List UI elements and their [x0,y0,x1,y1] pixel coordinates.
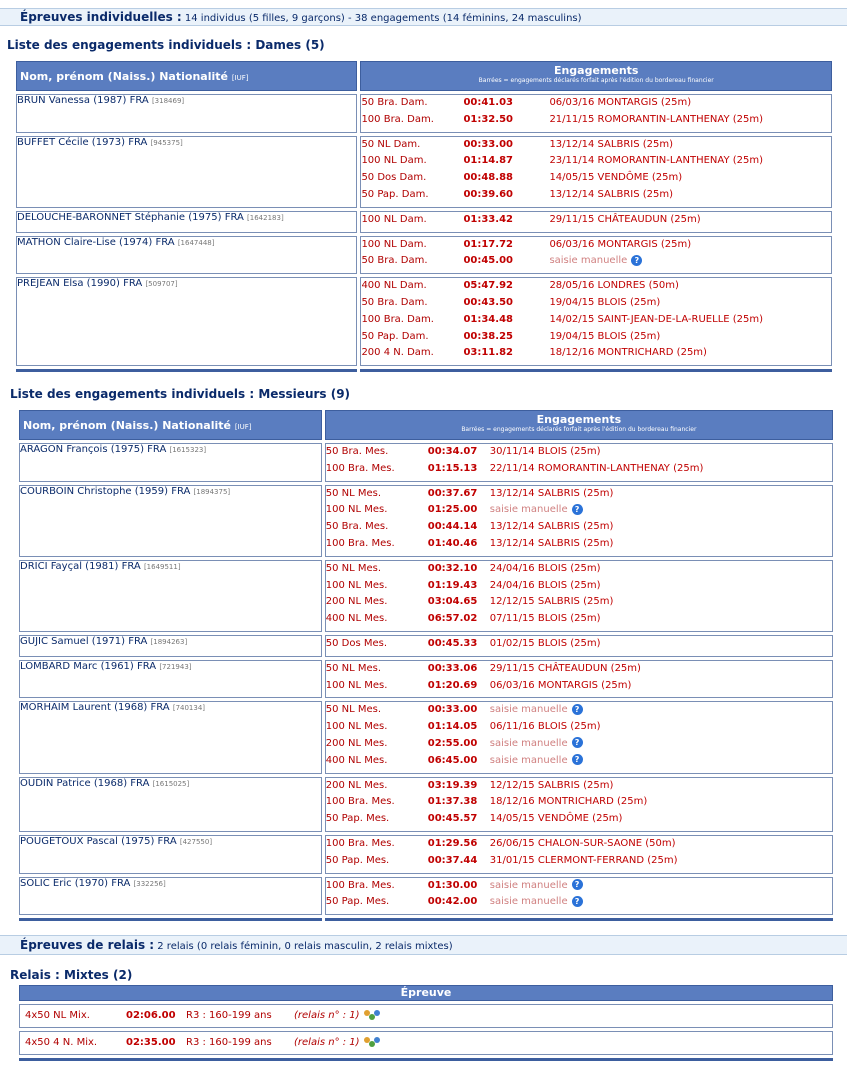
engagement-event: 100 NL Dam. [361,155,427,167]
engagement-time: 01:37.38 [427,796,478,808]
engagement-performance: 19/04/15 BLOIS (25m) [549,330,661,342]
relay-time: 02:06.00 [126,1010,176,1021]
engagement-performance: 23/11/14 ROMORANTIN-LANTHENAY (25m) [549,155,764,167]
engagement-row [326,486,832,503]
swimmer-row [19,443,833,482]
dames-col-eng-header [360,61,832,91]
engagement-event: 50 Pap. Dam. [361,330,429,342]
engagement-event: 50 Dos Mes. [325,637,388,649]
swimmer-row [16,236,832,275]
engagement-row [361,112,831,129]
engagement-performance: 12/12/15 SALBRIS (25m) [489,779,614,791]
swimmer-name: DELOUCHE-BARONNET Stéphanie (1975) FRA [17,211,244,223]
engagement-row [326,678,832,695]
swimmer-iuf: [1894263] [150,637,188,646]
engagement-performance: 13/12/14 SALBRIS (25m) [489,487,614,499]
swimmer-events-cell [360,236,832,275]
relay-team-icon[interactable] [364,1009,380,1021]
swimmer-name-cell [16,236,357,275]
engagement-row [326,461,832,478]
engagement-time: 01:40.46 [427,537,478,549]
table-bottom-bar [19,918,833,921]
swimmer-iuf: [740134] [172,704,206,713]
swimmer-events-cell [325,835,833,874]
swimmer-name: POUGETOUX Pascal (1975) FRA [20,835,177,847]
swimmer-name: SOLIC Eric (1970) FRA [20,877,131,889]
engagement-performance: 06/03/16 MONTARGIS (25m) [549,97,692,108]
engagement-event: 400 NL Dam. [361,280,427,292]
engagement-time: 00:34.07 [427,446,478,457]
engagement-event: 50 Pap. Dam. [361,188,429,200]
engagement-time: 01:25.00 [427,504,478,516]
engagement-performance: 18/12/16 MONTRICHARD (25m) [489,796,648,808]
engagement-performance: 14/05/15 VENDÔME (25m) [549,172,683,184]
table-bottom-bar-left [19,918,322,921]
swimmer-iuf: [427550] [179,837,213,846]
engagement-row [361,237,831,254]
table-bottom-bar-right [360,369,832,372]
swimmer-name-cell [19,777,322,832]
swimmer-events-cell [360,277,832,366]
engagement-row [361,170,831,187]
engagement-event: 50 NL Mes. [325,662,382,674]
manual-entry-label: saisie manuelle [489,879,568,891]
swimmer-events-cell [360,94,832,133]
engagement-time: 01:17.72 [463,238,513,250]
engagement-event: 200 NL Mes. [325,737,388,749]
swimmer-row [19,835,833,874]
engagement-row [326,853,832,870]
engagement-event: 100 Bra. Dam. [361,313,434,325]
dames-col-eng-label: Engagements [553,64,639,77]
swimmer-name-cell [19,485,322,557]
engagement-time: 00:39.60 [463,188,513,200]
engagement-time: 01:14.05 [427,721,478,733]
relay-cell [19,1031,833,1055]
engagement-event: 100 Bra. Mes. [325,537,395,549]
engagement-event: 100 Bra. Mes. [325,462,395,474]
help-icon[interactable]: ? [572,879,583,890]
swimmer-events-cell [325,560,833,632]
engagement-event: 100 Bra. Dam. [361,113,434,125]
engagement-time: 00:44.14 [427,521,478,533]
dames-table [13,58,835,375]
engagement-event: 200 NL Mes. [325,779,388,791]
engagement-row [361,187,831,204]
engagement-time: 00:37.67 [427,487,478,499]
engagement-performance: 07/11/15 BLOIS (25m) [489,613,601,625]
swimmer-row [19,660,833,699]
engagement-performance: 13/12/14 SALBRIS (25m) [549,138,674,150]
engagement-performance: 01/02/15 BLOIS (25m) [489,637,601,649]
engagement-performance: 26/06/15 CHALON-SUR-SAONE (50m) [489,837,676,849]
engagement-event: 50 NL Mes. [325,487,382,499]
engagement-row [326,753,832,770]
relay-event: 4x50 NL Mix. [25,1010,90,1021]
relais-table [16,982,836,1064]
engagement-time: 01:14.87 [463,155,513,167]
engagement-time: 03:04.65 [427,596,478,608]
swimmer-name-cell [19,835,322,874]
engagement-row [326,636,832,653]
relay-row [19,1004,833,1028]
engagement-time: 00:43.50 [463,296,513,308]
engagement-event: 50 NL Mes. [325,562,382,574]
swimmer-row [16,211,832,233]
engagement-performance: 29/11/15 CHÂTEAUDUN (25m) [549,213,701,225]
engagement-event: 100 NL Mes. [325,679,388,691]
swimmer-iuf: [1615025] [152,779,190,788]
swimmer-events-cell [360,136,832,208]
engagement-row [361,312,831,329]
engagement-time: 01:34.48 [463,313,513,325]
swimmer-name: ARAGON François (1975) FRA [20,444,167,455]
swimmer-row [19,635,833,657]
engagement-event: 100 Bra. Mes. [325,796,395,808]
engagement-row [361,153,831,170]
engagement-row [361,253,831,270]
table-bottom-bar [16,369,832,372]
relay-row [19,1031,833,1055]
swimmer-name: BUFFET Cécile (1973) FRA [17,136,148,148]
engagement-event: 50 Bra. Mes. [325,446,389,457]
swimmer-name-cell [16,94,357,133]
help-icon[interactable]: ? [631,255,642,266]
swimmer-iuf: [721943] [159,662,192,671]
swimmer-name-cell [16,277,357,366]
engagement-time: 00:32.10 [427,562,478,574]
engagement-time: 00:48.88 [463,172,513,184]
engagement-performance: 18/12/16 MONTRICHARD (25m) [549,347,707,359]
engagement-time: 00:38.25 [463,330,513,342]
swimmer-row [16,136,832,208]
engagement-event: 200 4 N. Dam. [361,347,434,359]
engagement-time: 01:19.43 [427,579,478,591]
swimmer-name: COURBOIN Christophe (1959) FRA [20,485,191,497]
engagement-row [326,836,832,853]
help-icon[interactable]: ? [572,504,583,515]
dames-col-eng-note: Barrées = engagements déclarés forfait après l'édition du bordereau financier [478,77,714,84]
help-icon[interactable]: ? [572,754,583,765]
relay-time: 02:35.00 [126,1037,176,1048]
swimmer-row [19,877,833,916]
engagement-time: 06:45.00 [427,754,478,766]
swimmer-iuf: [1649511] [143,562,181,571]
swimmer-name: OUDIN Patrice (1968) FRA [20,777,150,789]
swimmer-events-cell [325,660,833,699]
help-icon[interactable]: ? [572,737,583,748]
relay-number: (relais n° : 1) [294,1010,360,1021]
engagement-performance: 06/03/16 MONTARGIS (25m) [489,679,632,691]
messieurs-col-name-header [19,410,322,440]
messieurs-col-name-label: Nom, prénom (Naiss.) Nationalité [23,419,231,432]
dames-col-name-label: Nom, prénom (Naiss.) Nationalité [20,70,228,83]
swimmer-name-cell [16,211,357,233]
individual-events-summary: 14 individus (5 filles, 9 garçons) - 38 engagements (14 féminins, 24 masculins) [184,13,582,24]
manual-entry-label: saisie manuelle [489,896,568,908]
swimmer-name: MORHAIM Laurent (1968) FRA [20,702,170,714]
engagement-time: 01:33.42 [463,213,513,225]
messieurs-heading: Liste des engagements individuels : Messieurs (9) [10,387,351,401]
engagement-row [326,661,832,678]
engagement-row [326,594,832,611]
engagement-time: 00:33.00 [463,138,513,150]
engagement-performance: 13/12/14 SALBRIS (25m) [549,188,674,200]
engagement-event: 100 Bra. Mes. [325,837,395,849]
engagement-row [326,736,832,753]
engagement-time: 00:45.33 [427,637,478,649]
swimmer-row [19,701,833,773]
engagement-event: 50 Dos Dam. [361,172,427,184]
relay-events-title: Épreuves de relais : [20,938,155,952]
engagement-row [326,536,832,553]
relay-team-icon-dot [374,1037,380,1043]
swimmer-name: MATHON Claire-Lise (1974) FRA [17,236,175,248]
engagement-time: 00:33.06 [427,662,478,674]
swimmer-events-cell [325,701,833,773]
swimmer-name: GUJIC Samuel (1971) FRA [20,635,148,647]
engagement-performance: 14/02/15 SAINT-JEAN-DE-LA-RUELLE (25m) [549,313,764,325]
engagement-event: 50 Bra. Dam. [361,296,428,308]
engagement-row [326,502,832,519]
manual-entry-label: saisie manuelle [489,737,568,749]
dames-col-name-header [16,61,357,91]
engagement-performance: 28/05/16 LONDRES (50m) [549,280,679,292]
engagement-row [326,811,832,828]
dames-heading: Liste des engagements individuels : Dames (5) [7,38,325,52]
swimmer-name-cell [19,560,322,632]
engagement-event: 100 NL Dam. [361,238,427,250]
engagement-row [361,137,831,154]
swimmer-row [16,277,832,366]
relay-bottom-bar-cell [19,1058,833,1061]
swimmer-events-cell [325,877,833,916]
engagement-time: 00:45.57 [427,813,478,825]
engagement-row [326,778,832,795]
manual-entry-label: saisie manuelle [489,504,568,516]
swimmer-events-cell [360,211,832,233]
engagement-time: 03:11.82 [463,347,513,359]
engagement-performance: 13/12/14 SALBRIS (25m) [489,537,614,549]
swimmer-iuf: [1894375] [193,487,231,496]
engagement-performance: 12/12/15 SALBRIS (25m) [489,596,614,608]
engagement-row [326,444,832,461]
swimmer-name-cell [16,136,357,208]
messieurs-table [16,407,836,924]
engagement-performance: 29/11/15 CHÂTEAUDUN (25m) [489,662,641,674]
engagement-time: 06:57.02 [427,613,478,625]
engagement-row [326,794,832,811]
engagement-event: 50 Bra. Dam. [361,97,428,108]
engagement-event: 50 Bra. Dam. [361,255,428,267]
engagement-row [326,878,832,895]
relay-events-band [0,935,847,955]
engagement-row [326,578,832,595]
swimmer-name-cell [19,701,322,773]
relay-events-summary: 2 relais (0 relais féminin, 0 relais masculin, 2 relais mixtes) [157,941,453,952]
engagement-event: 400 NL Mes. [325,613,388,625]
swimmer-name-cell [19,635,322,657]
help-icon[interactable]: ? [572,704,583,715]
engagement-event: 100 Bra. Mes. [325,879,395,891]
swimmer-events-cell [325,635,833,657]
swimmer-name-cell [19,443,322,482]
engagement-time: 02:55.00 [427,737,478,749]
engagement-row [326,519,832,536]
table-bottom-bar-right [325,918,833,921]
individual-events-band [0,8,847,26]
relay-bottom-bar [19,1058,833,1061]
swimmer-iuf: [318469] [151,97,185,105]
swimmer-row [19,777,833,832]
engagement-time: 01:30.00 [427,879,478,891]
dames-col-iuf-label: [IUF] [231,74,249,82]
engagement-row [361,295,831,312]
engagement-performance: 06/03/16 MONTARGIS (25m) [549,238,692,250]
manual-entry-label: saisie manuelle [489,704,568,716]
engagement-row [361,329,831,346]
relais-col-header: Épreuve [19,985,833,1001]
swimmer-events-cell [325,443,833,482]
swimmer-events-cell [325,777,833,832]
swimmer-row [16,94,832,133]
swimmer-name: BRUN Vanessa (1987) FRA [17,95,149,106]
swimmer-row [19,485,833,557]
engagement-event: 50 Pap. Mes. [325,813,390,825]
engagement-time: 01:32.50 [463,113,513,125]
engagement-row [326,702,832,719]
engagement-row [361,278,831,295]
relay-event: 4x50 4 N. Mix. [25,1037,98,1048]
engagement-performance: 14/05/15 VENDÔME (25m) [489,813,623,825]
swimmer-row [19,560,833,632]
engagement-row [361,345,831,362]
swimmer-name-cell [19,660,322,699]
engagement-time: 01:29.56 [427,837,478,849]
messieurs-col-eng-note: Barrées = engagements déclarés forfait après l'édition du bordereau financier [461,426,697,433]
manual-entry-label: saisie manuelle [489,754,568,766]
engagement-time: 03:19.39 [427,779,478,791]
engagement-event: 400 NL Mes. [325,754,388,766]
relay-team-icon-dot [374,1010,380,1016]
engagement-row [326,894,832,911]
relay-team-icon[interactable] [364,1036,380,1048]
engagement-time: 00:33.00 [427,704,478,716]
engagement-performance: 24/04/16 BLOIS (25m) [489,579,601,591]
relay-cell [19,1004,833,1028]
engagement-event: 100 NL Mes. [325,721,388,733]
relais-heading: Relais : Mixtes (2) [10,968,133,982]
engagement-event: 50 Pap. Mes. [325,854,390,866]
engagement-performance: 31/01/15 CLERMONT-FERRAND (25m) [489,854,678,866]
engagement-row [326,561,832,578]
messieurs-col-eng-header [325,410,833,440]
engagement-event: 100 NL Dam. [361,213,427,225]
engagement-row [326,719,832,736]
engagement-row [361,212,831,229]
engagement-time: 01:15.13 [427,462,478,474]
engagement-time: 00:41.03 [463,97,513,108]
messieurs-col-eng-label: Engagements [536,413,622,426]
swimmer-iuf: [945375] [150,138,183,147]
table-bottom-bar-left [16,369,357,372]
engagement-time: 00:42.00 [427,896,478,908]
engagement-performance: 24/04/16 BLOIS (25m) [489,562,601,574]
swimmer-name: PREJEAN Elsa (1990) FRA [17,278,143,290]
engagement-performance: 22/11/14 ROMORANTIN-LANTHENAY (25m) [489,462,704,474]
engagement-event: 50 NL Mes. [325,704,382,716]
engagement-event: 50 Bra. Mes. [325,521,389,533]
swimmer-iuf: [1615323] [169,446,207,454]
engagement-performance: 13/12/14 SALBRIS (25m) [489,521,614,533]
swimmer-iuf: [1647448] [177,238,215,247]
swimmer-events-cell [325,485,833,557]
manual-entry-label: saisie manuelle [549,255,628,267]
swimmer-iuf: [1642183] [247,213,284,222]
swimmer-iuf: [509707] [145,280,178,289]
engagement-time: 01:20.69 [427,679,478,691]
engagement-time: 00:37.44 [427,854,478,866]
swimmer-name-cell [19,877,322,916]
engagement-performance: 21/11/15 ROMORANTIN-LANTHENAY (25m) [549,113,764,125]
engagement-performance: 06/11/16 BLOIS (25m) [489,721,601,733]
individual-events-title: Épreuves individuelles : [20,10,182,24]
engagement-performance: 19/04/15 BLOIS (25m) [549,296,661,308]
swimmer-name: DRICI Fayçal (1981) FRA [20,560,141,572]
engagement-event: 50 Pap. Mes. [325,896,390,908]
help-icon[interactable]: ? [572,896,583,907]
engagement-time: 05:47.92 [463,280,513,292]
engagement-event: 200 NL Mes. [325,596,388,608]
engagement-row [326,611,832,628]
swimmer-iuf: [332256] [133,879,166,888]
engagement-event: 50 NL Dam. [361,138,421,150]
messieurs-col-iuf-label: [IUF] [234,423,252,431]
engagement-performance: 30/11/14 BLOIS (25m) [489,446,601,457]
relay-number: (relais n° : 1) [294,1037,360,1048]
engagement-event: 100 NL Mes. [325,504,388,516]
relay-category: R3 : 160-199 ans [186,1010,272,1021]
swimmer-name: LOMBARD Marc (1961) FRA [20,660,157,672]
relay-category: R3 : 160-199 ans [186,1037,272,1048]
engagement-row [361,95,831,112]
engagement-time: 00:45.00 [463,255,513,267]
engagement-event: 100 NL Mes. [325,579,388,591]
